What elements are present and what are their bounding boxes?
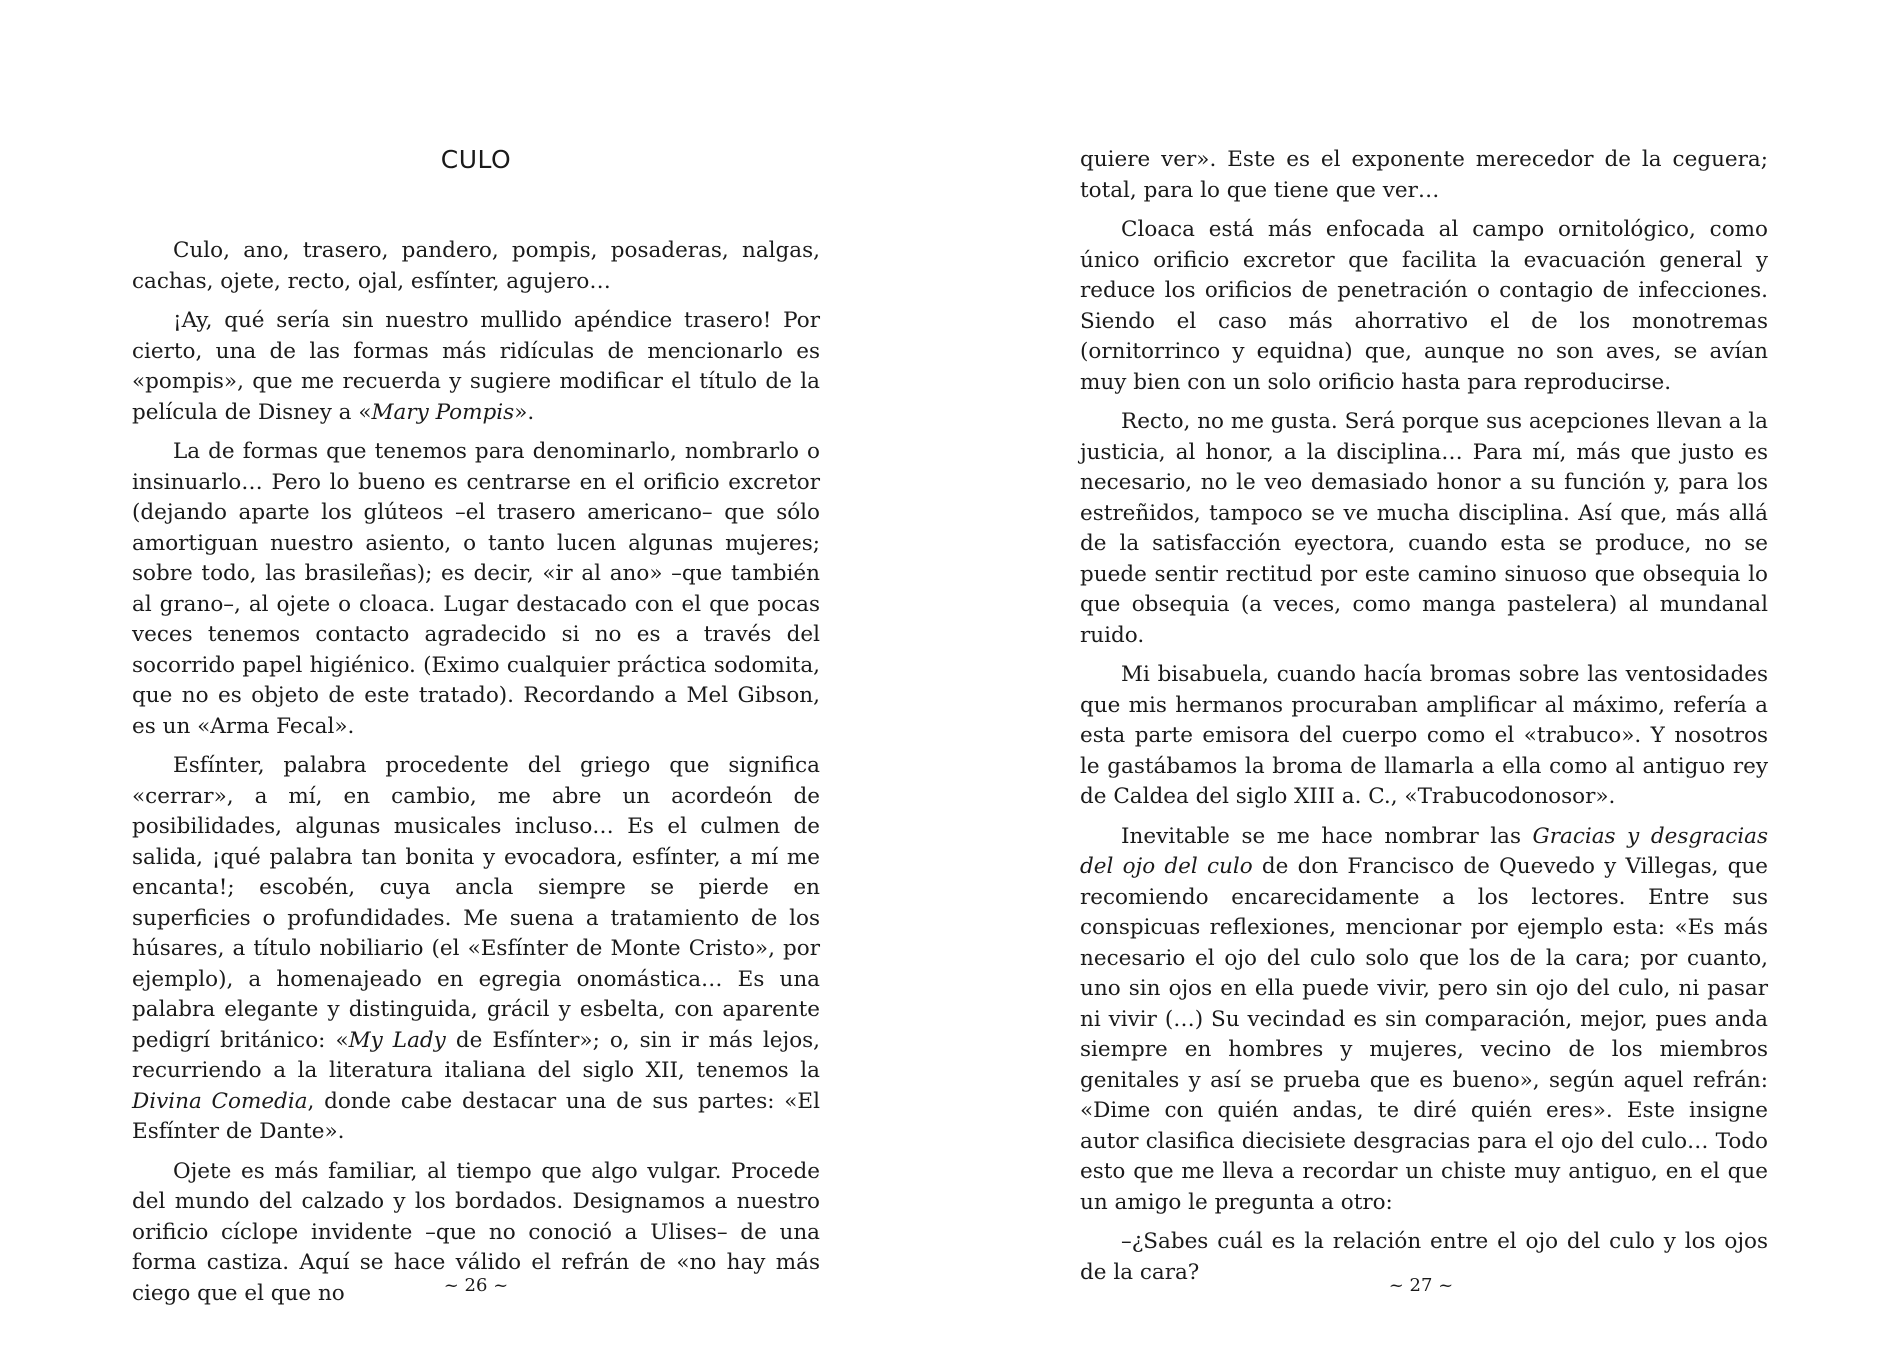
text-run: de Esfínter»; o, sin ir más lejos, recurriendo a la literatura italiana del siglo XII, tenemos la	[132, 1027, 821, 1083]
text-run: de don Francisco de Quevedo y Villegas, que recomiendo encarecidamente a los lectores. Entre sus conspicuas reflexiones, mencionar por ejemplo esta: «Es más necesario el ojo del culo solo que los de la cara; por cuanto, uno sin ojos en ella puede vivir, pero sin ojo del culo, ni pasar ni vivir (…) Su vecindad es sin comparación, mejor, pues anda siempre en hombres y mujeres, vecino de los miembros genitales y así se prueba que es bueno», según aquel refrán: «Dime con quién andas, te diré quién eres». Este insigne autor clasifica diecisiete desgracias para el ojo del culo… Todo esto que me lleva a recordar un chiste muy antiguo, en el que un amigo le pregunta a otro:	[1080, 854, 1768, 1215]
text-run: –¿Sabes cuál es la relación entre el ojo del culo y los ojos de la cara?	[1080, 1229, 1768, 1285]
paragraph	[132, 751, 820, 1148]
text-run: Esfínter, palabra procedente del griego que significa «cerrar», a mí, en cambio, me abre un acordeón de posibilidades, algunas musicales incluso… Es el culmen de salida, ¡qué palabra tan bonita y evocadora, esfínter, a mí me encanta!; escobén, cuya ancla siempre se pierde en superficies o profundidades. Me suena a tratamiento de los húsares, a título nobiliario (el «Esfínter de Monte Cristo», por ejemplo), a homenajeado en egregia onomástica… Es una palabra elegante y distinguida, grácil y esbelta, con aparente pedigrí británico: «	[132, 753, 820, 1053]
text-run: ¡Ay, qué sería sin nuestro mullido apéndice trasero! Por cierto, una de las formas más ridículas de mencionarlo es «pompis», que me recuerda y sugiere modificar el título de la película de Disney a «	[132, 308, 820, 425]
paragraph-continuation	[1080, 145, 1768, 206]
text-run: , donde cabe destacar una de sus partes: «El Esfínter de Dante».	[132, 1088, 820, 1144]
page-number: ~ 27 ~	[1388, 1275, 1454, 1296]
left-page-body	[132, 236, 820, 1318]
text-run: Mi bisabuela, cuando hacía bromas sobre las ventosidades que mis hermanos procuraban amplificar al máximo, refería a esta parte emisora del cuerpo como el «trabuco». Y nosotros le gastábamos la broma de llamarla a ella como al antiguo rey de Caldea del siglo XIII a. C., «Trabucodonosor».	[1080, 662, 1768, 809]
text-run: Ojete es más familiar, al tiempo que algo vulgar. Procede del mundo del calzado y los bordados. Designamos a nuestro orificio cíclope invidente –que no conoció a Ulises– de una forma castiza. Aquí se hace válido el refrán de «no hay más ciego que el que no	[132, 1158, 820, 1306]
italic-title: My Lady	[348, 1027, 446, 1053]
text-run: Culo, ano, trasero, pandero, pompis, posaderas, nalgas, cachas, ojete, recto, ojal, esfínter, agujero…	[132, 238, 820, 294]
italic-title: Divina Comedia	[132, 1088, 308, 1114]
text-run: Cloaca está más enfocada al campo ornitológico, como único orificio excretor que facilita la evacuación general y reduce los orificios de penetración o contagio de infecciones. Siendo el caso más ahorrativo el de los monotremas (ornitorrinco y equidna) que, aunque no son aves, se avían muy bien con un solo orificio hasta para reproducirse.	[1080, 217, 1768, 395]
text-run: quiere ver». Este es el exponente merecedor de la ceguera; total, para lo que tiene que ver…	[1080, 147, 1768, 203]
chapter-title: CULO	[440, 145, 512, 174]
text-run: Recto, no me gusta. Será porque sus acepciones llevan a la justicia, al honor, a la disciplina… Para mí, más que justo es necesario, no le veo demasiado honor a su función y, para los estreñidos, tampoco se ve mucha disciplina. Así que, más allá de la satisfacción eyectora, cuando esta se produce, no se puede sentir rectitud por este camino sinuoso que obsequia lo que obsequia (a veces, como manga pastelera) al mundanal ruido.	[1080, 409, 1768, 648]
paragraph	[1080, 407, 1768, 651]
italic-title: Mary Pompis	[371, 399, 515, 425]
text-run: La de formas que tenemos para denominarlo, nombrarlo o insinuarlo… Pero lo bueno es centrarse en el orificio excretor (dejando aparte los glúteos –el trasero americano– que sólo amortiguan nuestro asiento, o tanto lucen algunas mujeres; sobre todo, las brasileñas); es decir, «ir al ano» –que también al grano–, al ojete o cloaca. Lugar destacado con el que pocas veces tenemos contacto agradecido si no es a través del socorrido papel higiénico. (Eximo cualquier práctica sodomita, que no es objeto de este tratado). Recordando a Mel Gibson, es un «Arma Fecal».	[132, 439, 820, 739]
right-page	[945, 0, 1890, 1358]
paragraph	[132, 236, 820, 297]
text-run: ».	[514, 399, 535, 425]
page-number: ~ 26 ~	[443, 1275, 509, 1296]
paragraph	[132, 306, 820, 428]
italic-title: Gracias y desgracias del ojo del culo	[1080, 823, 1768, 879]
text-run: Inevitable se me hace nombrar las	[1121, 823, 1533, 849]
right-page-body	[1080, 145, 1768, 1297]
paragraph	[1080, 660, 1768, 813]
paragraph	[132, 437, 820, 742]
paragraph	[1080, 822, 1768, 1219]
paragraph	[1080, 215, 1768, 398]
